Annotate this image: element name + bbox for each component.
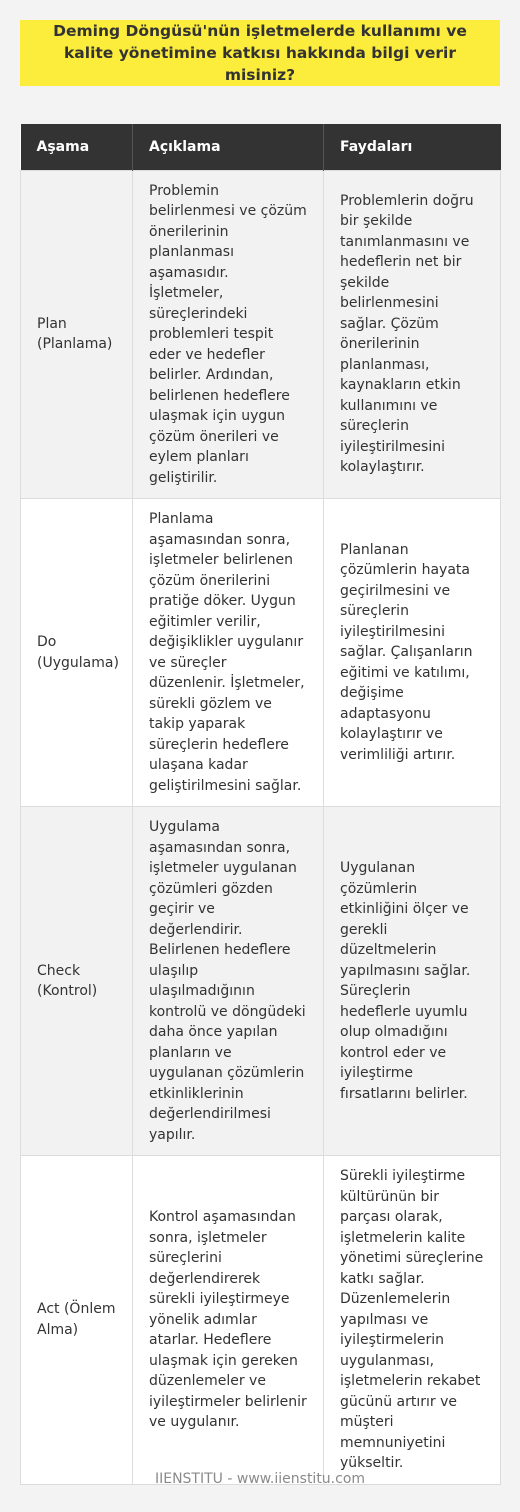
- description-cell: Planlama aşamasından sonra, işletmeler belirlenen çözüm önerilerini pratiğe döker. Uygun eğitimler verilir, değişiklikler uygulanır ve süreçler düzenlenir. İşletmeler, sürekli gözlem ve takip yaparak süreçlerin hedeflere ulaşana kadar geliştirilmesini sağlar.: [133, 499, 324, 807]
- stage-cell: Do (Uygulama): [21, 499, 133, 807]
- header-benefits: Faydaları: [324, 124, 501, 170]
- benefits-cell: Problemlerin doğru bir şekilde tanımlanmasını ve hedeflerin net bir şekilde belirlenmesini sağlar. Çözüm önerilerinin planlanması, kaynakların etkin kullanımını ve süreçlerin iyileştirilmesini kolaylaştırır.: [324, 170, 501, 499]
- benefits-cell: Sürekli iyileştirme kültürünün bir parçası olarak, işletmelerin kalite yönetimi süreçlerine katkı sağlar. Düzenlemelerin yapılması ve iyileştirmelerin uygulanması, işletmelerin rekabet gücünü artırır ve müşteri memnuniyetini yükseltir.: [324, 1156, 501, 1485]
- description-cell: Problemin belirlenmesi ve çözüm önerilerinin planlanması aşamasıdır. İşletmeler, süreçlerindeki problemleri tespit eder ve hedefler belirler. Ardından, belirlenen hedeflere ulaşmak için uygun çözüm önerileri ve eylem planları geliştirilir.: [133, 170, 324, 499]
- table-row-plan: [21, 170, 501, 499]
- description-cell: Kontrol aşamasından sonra, işletmeler süreçlerini değerlendirerek sürekli iyileştirmeye yönelik adımlar atarlar. Hedeflere ulaşmak için gereken düzenlemeler ve iyileştirmeler belirlenir ve uygulanır.: [133, 1156, 324, 1485]
- stage-cell: Check (Kontrol): [21, 807, 133, 1156]
- description-cell: Uygulama aşamasından sonra, işletmeler uygulanan çözümleri gözden geçirir ve değerlendirir. Belirlenen hedeflere ulaşılıp ulaşılmadığının kontrolü ve döngüdeki daha önce yapılan planların ve uygulanan çözümlerin etkinliklerinin değerlendirilmesi yapılır.: [133, 807, 324, 1156]
- table-row-do: [21, 499, 501, 807]
- footer-credit: IIENSTITU - www.iienstitu.com: [154, 1471, 366, 1487]
- deming-cycle-table: [20, 124, 501, 1485]
- table-row-check: [21, 807, 501, 1156]
- question-banner: [20, 20, 500, 86]
- header-stage: Aşama: [21, 124, 133, 170]
- stage-cell: Plan (Planlama): [21, 170, 133, 499]
- question-text: Deming Döngüsü'nün işletmelerde kullanımı ve kalite yönetimine katkısı hakkında bilgi verir misiniz?: [53, 22, 467, 84]
- benefits-cell: Planlanan çözümlerin hayata geçirilmesini ve süreçlerin iyileştirilmesini sağlar. Çalışanların eğitimi ve katılımı, değişime adaptasyonu kolaylaştırır ve verimliliği artırır.: [324, 499, 501, 807]
- benefits-cell: Uygulanan çözümlerin etkinliğini ölçer ve gerekli düzeltmelerin yapılmasını sağlar. Süreçlerin hedeflerle uyumlu olup olmadığını kontrol eder ve iyileştirme fırsatlarını belirler.: [324, 807, 501, 1156]
- table-header-row: [21, 124, 501, 170]
- stage-cell: Act (Önlem Alma): [21, 1156, 133, 1485]
- header-description: Açıklama: [133, 124, 324, 170]
- table-row-act: [21, 1156, 501, 1485]
